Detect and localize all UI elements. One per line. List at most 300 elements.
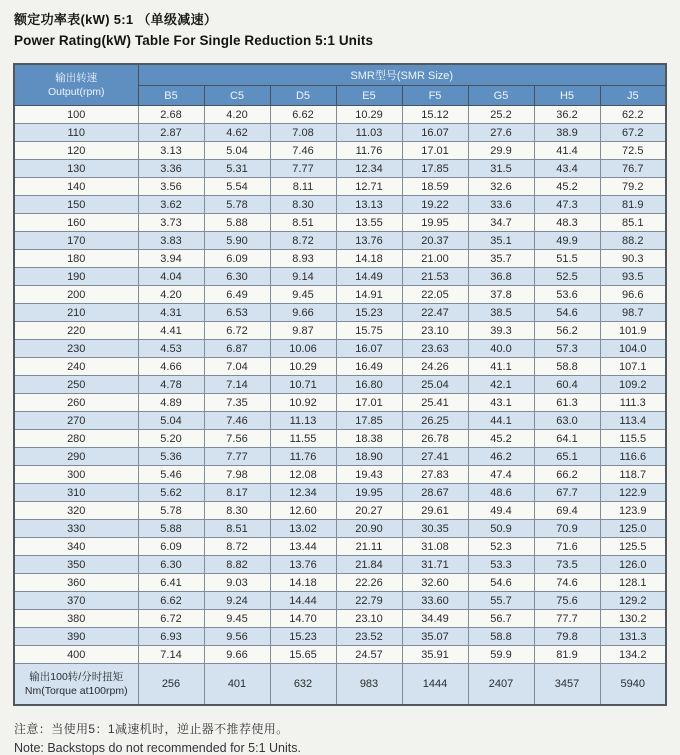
value-cell: 20.27: [336, 502, 402, 520]
table-row: [14, 538, 666, 556]
value-cell: 6.09: [138, 538, 204, 556]
rpm-cell: 180: [14, 250, 138, 268]
value-cell: 22.05: [402, 286, 468, 304]
value-cell: 51.5: [534, 250, 600, 268]
value-cell: 12.08: [270, 466, 336, 484]
column-header-b5: B5: [138, 86, 204, 106]
value-cell: 48.3: [534, 214, 600, 232]
value-cell: 6.72: [204, 322, 270, 340]
rpm-cell: 380: [14, 610, 138, 628]
value-cell: 16.80: [336, 376, 402, 394]
table-row: [14, 268, 666, 286]
value-cell: 15.12: [402, 106, 468, 124]
footnote-zh: 注意：当使用5：1减速机时，逆止器不推荐使用。: [14, 722, 289, 736]
value-cell: 77.7: [534, 610, 600, 628]
table-row: [14, 178, 666, 196]
value-cell: 18.38: [336, 430, 402, 448]
value-cell: 72.5: [600, 142, 666, 160]
value-cell: 70.9: [534, 520, 600, 538]
value-cell: 111.3: [600, 394, 666, 412]
value-cell: 8.11: [270, 178, 336, 196]
value-cell: 11.03: [336, 124, 402, 142]
value-cell: 22.26: [336, 574, 402, 592]
rpm-cell: 250: [14, 376, 138, 394]
value-cell: 61.3: [534, 394, 600, 412]
value-cell: 5.46: [138, 466, 204, 484]
table-row: [14, 466, 666, 484]
value-cell: 6.53: [204, 304, 270, 322]
value-cell: 25.04: [402, 376, 468, 394]
torque-value-cell: 1444: [402, 664, 468, 706]
value-cell: 4.31: [138, 304, 204, 322]
rpm-cell: 210: [14, 304, 138, 322]
value-cell: 66.2: [534, 466, 600, 484]
value-cell: 125.5: [600, 538, 666, 556]
value-cell: 31.08: [402, 538, 468, 556]
value-cell: 31.5: [468, 160, 534, 178]
value-cell: 79.8: [534, 628, 600, 646]
value-cell: 18.59: [402, 178, 468, 196]
page-title-en: Power Rating(kW) Table For Single Reduction 5:1 Units: [14, 33, 374, 48]
value-cell: 7.98: [204, 466, 270, 484]
value-cell: 19.95: [402, 214, 468, 232]
value-cell: 13.76: [270, 556, 336, 574]
value-cell: 14.44: [270, 592, 336, 610]
value-cell: 115.5: [600, 430, 666, 448]
value-cell: 25.41: [402, 394, 468, 412]
value-cell: 10.92: [270, 394, 336, 412]
column-header-e5: E5: [336, 86, 402, 106]
value-cell: 10.06: [270, 340, 336, 358]
value-cell: 8.30: [270, 196, 336, 214]
value-cell: 74.6: [534, 574, 600, 592]
value-cell: 4.89: [138, 394, 204, 412]
value-cell: 19.22: [402, 196, 468, 214]
value-cell: 5.04: [138, 412, 204, 430]
value-cell: 5.54: [204, 178, 270, 196]
output-header-zh: 输出转速: [55, 71, 98, 84]
page-header: [0, 0, 680, 48]
value-cell: 109.2: [600, 376, 666, 394]
value-cell: 46.2: [468, 448, 534, 466]
value-cell: 93.5: [600, 268, 666, 286]
table-row: [14, 142, 666, 160]
value-cell: 4.78: [138, 376, 204, 394]
value-cell: 8.82: [204, 556, 270, 574]
value-cell: 5.62: [138, 484, 204, 502]
value-cell: 5.20: [138, 430, 204, 448]
column-header-g5: G5: [468, 86, 534, 106]
value-cell: 67.7: [534, 484, 600, 502]
table-row: [14, 394, 666, 412]
value-cell: 12.34: [270, 484, 336, 502]
value-cell: 26.25: [402, 412, 468, 430]
table-row: [14, 196, 666, 214]
value-cell: 118.7: [600, 466, 666, 484]
value-cell: 131.3: [600, 628, 666, 646]
value-cell: 81.9: [534, 646, 600, 664]
value-cell: 41.1: [468, 358, 534, 376]
value-cell: 123.9: [600, 502, 666, 520]
value-cell: 56.7: [468, 610, 534, 628]
value-cell: 14.18: [270, 574, 336, 592]
column-group-header-smr-size: SMR型号(SMR Size): [138, 64, 666, 86]
power-rating-table: [13, 63, 667, 706]
table-row: [14, 646, 666, 664]
column-header-c5: C5: [204, 86, 270, 106]
value-cell: 9.45: [204, 610, 270, 628]
value-cell: 104.0: [600, 340, 666, 358]
rpm-cell: 150: [14, 196, 138, 214]
value-cell: 52.5: [534, 268, 600, 286]
rpm-cell: 400: [14, 646, 138, 664]
value-cell: 122.9: [600, 484, 666, 502]
value-cell: 32.6: [468, 178, 534, 196]
value-cell: 53.3: [468, 556, 534, 574]
value-cell: 9.66: [204, 646, 270, 664]
value-cell: 23.52: [336, 628, 402, 646]
value-cell: 47.4: [468, 466, 534, 484]
value-cell: 14.49: [336, 268, 402, 286]
table-row: [14, 430, 666, 448]
value-cell: 14.70: [270, 610, 336, 628]
value-cell: 113.4: [600, 412, 666, 430]
value-cell: 11.55: [270, 430, 336, 448]
value-cell: 31.71: [402, 556, 468, 574]
value-cell: 36.8: [468, 268, 534, 286]
value-cell: 2.87: [138, 124, 204, 142]
value-cell: 7.46: [204, 412, 270, 430]
value-cell: 32.60: [402, 574, 468, 592]
table-row: [14, 214, 666, 232]
footnotes: [14, 720, 680, 755]
value-cell: 13.44: [270, 538, 336, 556]
column-header-h5: H5: [534, 86, 600, 106]
rpm-cell: 360: [14, 574, 138, 592]
value-cell: 7.77: [204, 448, 270, 466]
value-cell: 4.41: [138, 322, 204, 340]
value-cell: 22.79: [336, 592, 402, 610]
table-row: [14, 250, 666, 268]
value-cell: 45.2: [468, 430, 534, 448]
value-cell: 6.49: [204, 286, 270, 304]
value-cell: 3.83: [138, 232, 204, 250]
rpm-cell: 140: [14, 178, 138, 196]
value-cell: 5.78: [138, 502, 204, 520]
value-cell: 8.30: [204, 502, 270, 520]
rpm-cell: 240: [14, 358, 138, 376]
torque-value-cell: 401: [204, 664, 270, 706]
rpm-cell: 200: [14, 286, 138, 304]
torque-value-cell: 5940: [600, 664, 666, 706]
value-cell: 35.07: [402, 628, 468, 646]
value-cell: 22.47: [402, 304, 468, 322]
value-cell: 35.7: [468, 250, 534, 268]
rpm-cell: 190: [14, 268, 138, 286]
value-cell: 47.3: [534, 196, 600, 214]
torque-value-cell: 256: [138, 664, 204, 706]
rpm-cell: 100: [14, 106, 138, 124]
table-row: [14, 412, 666, 430]
value-cell: 12.34: [336, 160, 402, 178]
value-cell: 128.1: [600, 574, 666, 592]
value-cell: 10.71: [270, 376, 336, 394]
value-cell: 63.0: [534, 412, 600, 430]
header-group-row: [14, 64, 666, 86]
table-row: [14, 502, 666, 520]
table-header: [14, 64, 666, 106]
rpm-cell: 390: [14, 628, 138, 646]
rpm-cell: 110: [14, 124, 138, 142]
value-cell: 81.9: [600, 196, 666, 214]
value-cell: 64.1: [534, 430, 600, 448]
value-cell: 90.3: [600, 250, 666, 268]
value-cell: 20.37: [402, 232, 468, 250]
value-cell: 88.2: [600, 232, 666, 250]
table-body: [14, 106, 666, 664]
rpm-cell: 170: [14, 232, 138, 250]
value-cell: 44.1: [468, 412, 534, 430]
value-cell: 3.73: [138, 214, 204, 232]
torque-value-cell: 632: [270, 664, 336, 706]
value-cell: 98.7: [600, 304, 666, 322]
value-cell: 21.53: [402, 268, 468, 286]
value-cell: 8.51: [270, 214, 336, 232]
value-cell: 18.90: [336, 448, 402, 466]
value-cell: 48.6: [468, 484, 534, 502]
value-cell: 5.36: [138, 448, 204, 466]
value-cell: 15.23: [336, 304, 402, 322]
table-row: [14, 592, 666, 610]
rpm-cell: 260: [14, 394, 138, 412]
value-cell: 69.4: [534, 502, 600, 520]
value-cell: 73.5: [534, 556, 600, 574]
page-title-zh: 额定功率表(kW) 5:1 （单级减速）: [14, 12, 218, 27]
value-cell: 28.67: [402, 484, 468, 502]
rpm-cell: 120: [14, 142, 138, 160]
value-cell: 29.9: [468, 142, 534, 160]
value-cell: 54.6: [534, 304, 600, 322]
value-cell: 17.01: [336, 394, 402, 412]
value-cell: 27.41: [402, 448, 468, 466]
value-cell: 12.71: [336, 178, 402, 196]
value-cell: 6.30: [138, 556, 204, 574]
rpm-cell: 350: [14, 556, 138, 574]
value-cell: 6.62: [138, 592, 204, 610]
value-cell: 9.45: [270, 286, 336, 304]
value-cell: 9.14: [270, 268, 336, 286]
value-cell: 4.53: [138, 340, 204, 358]
value-cell: 57.3: [534, 340, 600, 358]
value-cell: 3.36: [138, 160, 204, 178]
value-cell: 7.56: [204, 430, 270, 448]
output-header-en: Output(rpm): [47, 86, 105, 98]
rpm-cell: 230: [14, 340, 138, 358]
value-cell: 27.6: [468, 124, 534, 142]
value-cell: 134.2: [600, 646, 666, 664]
value-cell: 5.88: [138, 520, 204, 538]
value-cell: 60.4: [534, 376, 600, 394]
table-row: [14, 556, 666, 574]
table-row: [14, 376, 666, 394]
table-footer: [14, 664, 666, 706]
value-cell: 6.93: [138, 628, 204, 646]
value-cell: 13.76: [336, 232, 402, 250]
value-cell: 107.1: [600, 358, 666, 376]
value-cell: 9.56: [204, 628, 270, 646]
value-cell: 23.63: [402, 340, 468, 358]
torque-label-en: Nm(Torque at100rpm): [24, 685, 128, 697]
value-cell: 7.08: [270, 124, 336, 142]
value-cell: 5.31: [204, 160, 270, 178]
value-cell: 23.10: [402, 322, 468, 340]
value-cell: 15.65: [270, 646, 336, 664]
value-cell: 5.90: [204, 232, 270, 250]
value-cell: 14.18: [336, 250, 402, 268]
rpm-cell: 130: [14, 160, 138, 178]
value-cell: 16.07: [336, 340, 402, 358]
value-cell: 7.14: [138, 646, 204, 664]
table-row: [14, 448, 666, 466]
value-cell: 4.66: [138, 358, 204, 376]
value-cell: 62.2: [600, 106, 666, 124]
value-cell: 11.76: [270, 448, 336, 466]
torque-value-cell: 3457: [534, 664, 600, 706]
table-row: [14, 124, 666, 142]
column-header-j5: J5: [600, 86, 666, 106]
value-cell: 11.13: [270, 412, 336, 430]
value-cell: 125.0: [600, 520, 666, 538]
table-row: [14, 574, 666, 592]
value-cell: 43.1: [468, 394, 534, 412]
value-cell: 38.9: [534, 124, 600, 142]
table-row: [14, 286, 666, 304]
value-cell: 12.60: [270, 502, 336, 520]
column-header-output-rpm: [14, 64, 138, 106]
value-cell: 16.49: [336, 358, 402, 376]
table-row: [14, 358, 666, 376]
value-cell: 4.04: [138, 268, 204, 286]
torque-label-zh: 输出100转/分时扭矩: [29, 670, 124, 683]
column-header-f5: F5: [402, 86, 468, 106]
value-cell: 10.29: [270, 358, 336, 376]
value-cell: 2.68: [138, 106, 204, 124]
value-cell: 58.8: [534, 358, 600, 376]
table-row: [14, 160, 666, 178]
column-header-d5: D5: [270, 86, 336, 106]
table-row: [14, 484, 666, 502]
value-cell: 6.72: [138, 610, 204, 628]
torque-row-label: [14, 664, 138, 706]
value-cell: 11.76: [336, 142, 402, 160]
rpm-cell: 340: [14, 538, 138, 556]
table-row: [14, 610, 666, 628]
value-cell: 38.5: [468, 304, 534, 322]
value-cell: 29.61: [402, 502, 468, 520]
value-cell: 34.7: [468, 214, 534, 232]
value-cell: 85.1: [600, 214, 666, 232]
value-cell: 7.35: [204, 394, 270, 412]
value-cell: 75.6: [534, 592, 600, 610]
rpm-cell: 370: [14, 592, 138, 610]
table-row: [14, 304, 666, 322]
value-cell: 71.6: [534, 538, 600, 556]
value-cell: 6.62: [270, 106, 336, 124]
value-cell: 21.84: [336, 556, 402, 574]
value-cell: 55.7: [468, 592, 534, 610]
value-cell: 52.3: [468, 538, 534, 556]
value-cell: 76.7: [600, 160, 666, 178]
value-cell: 116.6: [600, 448, 666, 466]
torque-value-cell: 2407: [468, 664, 534, 706]
value-cell: 34.49: [402, 610, 468, 628]
value-cell: 20.90: [336, 520, 402, 538]
table-row: [14, 232, 666, 250]
rpm-cell: 220: [14, 322, 138, 340]
value-cell: 9.03: [204, 574, 270, 592]
rpm-cell: 160: [14, 214, 138, 232]
table-row: [14, 340, 666, 358]
value-cell: 23.10: [336, 610, 402, 628]
value-cell: 5.88: [204, 214, 270, 232]
torque-value-cell: 983: [336, 664, 402, 706]
value-cell: 6.41: [138, 574, 204, 592]
table-row: [14, 322, 666, 340]
rpm-cell: 270: [14, 412, 138, 430]
value-cell: 24.26: [402, 358, 468, 376]
value-cell: 7.77: [270, 160, 336, 178]
value-cell: 21.11: [336, 538, 402, 556]
torque-row: [14, 664, 666, 706]
value-cell: 33.60: [402, 592, 468, 610]
rpm-cell: 300: [14, 466, 138, 484]
value-cell: 49.9: [534, 232, 600, 250]
value-cell: 49.4: [468, 502, 534, 520]
value-cell: 36.2: [534, 106, 600, 124]
value-cell: 3.62: [138, 196, 204, 214]
rpm-cell: 280: [14, 430, 138, 448]
value-cell: 3.13: [138, 142, 204, 160]
value-cell: 15.23: [270, 628, 336, 646]
value-cell: 4.62: [204, 124, 270, 142]
value-cell: 8.51: [204, 520, 270, 538]
value-cell: 13.55: [336, 214, 402, 232]
value-cell: 6.09: [204, 250, 270, 268]
value-cell: 8.93: [270, 250, 336, 268]
value-cell: 4.20: [138, 286, 204, 304]
rpm-cell: 320: [14, 502, 138, 520]
value-cell: 67.2: [600, 124, 666, 142]
value-cell: 5.78: [204, 196, 270, 214]
value-cell: 56.2: [534, 322, 600, 340]
value-cell: 43.4: [534, 160, 600, 178]
rpm-cell: 330: [14, 520, 138, 538]
value-cell: 126.0: [600, 556, 666, 574]
value-cell: 96.6: [600, 286, 666, 304]
value-cell: 129.2: [600, 592, 666, 610]
value-cell: 7.14: [204, 376, 270, 394]
value-cell: 59.9: [468, 646, 534, 664]
value-cell: 33.6: [468, 196, 534, 214]
rpm-cell: 290: [14, 448, 138, 466]
value-cell: 40.0: [468, 340, 534, 358]
value-cell: 7.04: [204, 358, 270, 376]
value-cell: 4.20: [204, 106, 270, 124]
value-cell: 54.6: [468, 574, 534, 592]
value-cell: 53.6: [534, 286, 600, 304]
value-cell: 42.1: [468, 376, 534, 394]
value-cell: 27.83: [402, 466, 468, 484]
